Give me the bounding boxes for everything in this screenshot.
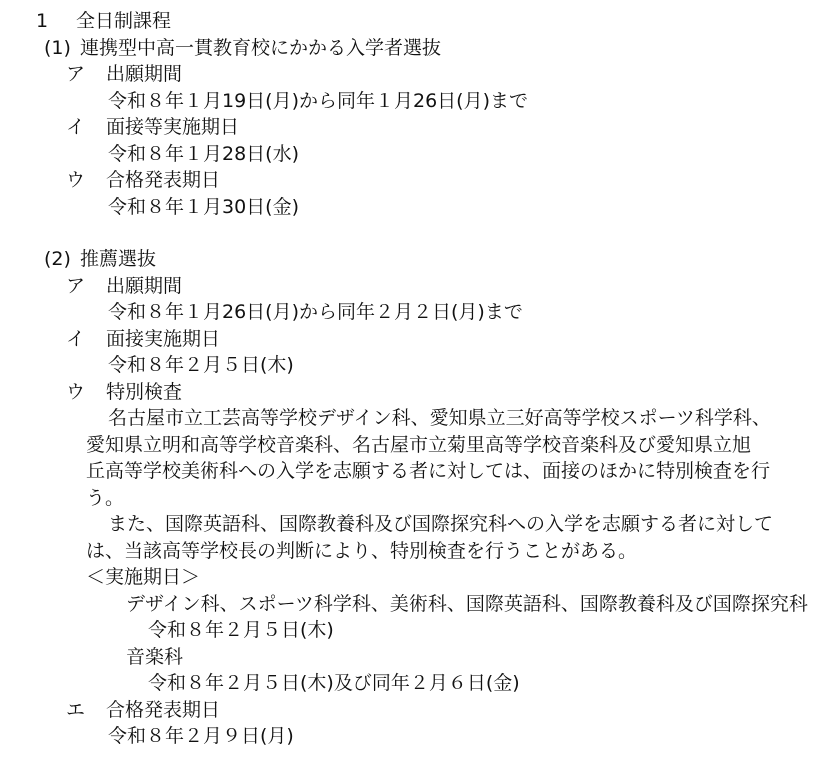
schedule-date-general: 令和８年２月５日(木): [148, 619, 334, 641]
part2-item-a-marker: ア: [66, 274, 86, 297]
part1-item-a-value: 令和８年１月19日(月)から同年１月26日(月)まで: [108, 89, 529, 112]
part1-marker: (1): [44, 36, 71, 59]
part1-item-a-marker: ア: [66, 63, 86, 85]
part2-item-b-marker: イ: [66, 327, 86, 350]
part1-item-b-marker: イ: [66, 116, 86, 138]
part2-item-a-title: 出願期間: [106, 274, 183, 297]
part2-item-b-heading: [0, 326, 831, 353]
part1-item-c-marker: ウ: [66, 169, 86, 191]
special-exam-para2-line2: は、当該高等学校長の判断により、特別検査を行うことがある。: [86, 539, 638, 562]
part2-item-c-title: 特別検査: [106, 380, 183, 403]
section-title: 全日制課程: [76, 10, 172, 32]
part2-marker: (2): [44, 248, 71, 270]
part1-heading: [0, 35, 831, 62]
special-exam-para1-line3: 丘高等学校美術科への入学を志願する者に対しては、面接のほかに特別検査を行: [86, 460, 771, 482]
section-number: 1: [36, 10, 49, 32]
part1-title: 連携型中高一貫教育校にかかる入学者選抜: [80, 36, 442, 59]
part2-item-d-heading: [0, 697, 831, 724]
part2-heading: [0, 246, 831, 273]
section-heading: [0, 8, 831, 35]
schedule-course-music: 音楽科: [126, 645, 184, 668]
part2-item-d-marker: エ: [66, 698, 86, 721]
document: [0, 8, 831, 750]
part2-item-c-heading: [0, 379, 831, 406]
part2-item-a-value: 令和８年１月26日(月)から同年２月２日(月)まで: [108, 301, 523, 323]
blank-line: [0, 220, 831, 246]
special-exam-para1-line1: 名古屋市立工芸高等学校デザイン科、愛知県立三好高等学校スポーツ科学科、: [108, 407, 771, 429]
part1-item-c-heading: [0, 167, 831, 194]
special-exam-para1-line4: う。: [86, 486, 125, 509]
part2-item-a-heading: [0, 273, 831, 300]
schedule-heading: ＜実施期日＞: [86, 566, 201, 588]
part1-item-b-heading: [0, 114, 831, 141]
part2-item-b-value: 令和８年２月５日(木): [108, 354, 294, 376]
special-exam-para1-line2: 愛知県立明和高等学校音楽科、名古屋市立菊里高等学校音楽科及び愛知県立旭: [86, 433, 752, 456]
part1-item-b-title: 面接等実施期日: [106, 116, 240, 138]
part2-item-b-title: 面接実施期日: [106, 327, 221, 350]
part1-item-c-title: 合格発表期日: [106, 169, 221, 191]
schedule-course-general: デザイン科、スポーツ科学科、美術科、国際英語科、国際教養科及び国際探究科: [126, 592, 808, 615]
part1-item-a-heading: [0, 61, 831, 88]
part2-item-d-title: 合格発表期日: [106, 698, 221, 721]
schedule-date-music: 令和８年２月５日(木)及び同年２月６日(金): [148, 672, 520, 694]
part2-item-c-marker: ウ: [66, 380, 86, 403]
part2-item-d-value: 令和８年２月９日(月): [108, 725, 294, 747]
special-exam-para2-line1: また、国際英語科、国際教養科及び国際探究科への入学を志願する者に対して: [108, 513, 774, 535]
part2-title: 推薦選抜: [80, 248, 157, 270]
part1-item-c-value: 令和８年１月30日(金): [108, 195, 300, 218]
part1-item-b-value: 令和８年１月28日(水): [108, 142, 300, 165]
part1-item-a-title: 出願期間: [106, 63, 183, 85]
